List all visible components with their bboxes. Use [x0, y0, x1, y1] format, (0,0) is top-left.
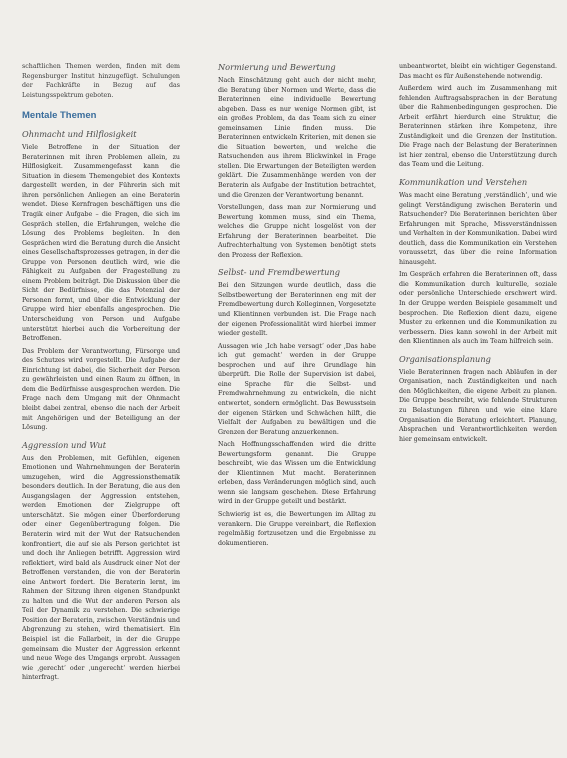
subheading-bewertung: Selbst- und Fremdbewertung — [218, 267, 340, 278]
section-title: Mentale Themen — [22, 110, 97, 122]
column-2 — [218, 62, 376, 551]
paragraph: Bei den Sitzungen wurde deutlich, dass die Selbstbewertung der Beraterinnen eng mit der Fremdbewertung durch Kolleginnen, Vorgesetzte und Klientinnen verbunden ist. Die Frage nach der eigenen Professionalität wird hierbei immer wieder gestellt. — [218, 282, 376, 338]
paragraph: Schwierig ist es, die Bewertungen im Alltag zu verankern. Die Gruppe vereinbart, die Reflexion regelmäßig fortzusetzen und die Ergebnisse zu dokumentieren. — [218, 510, 376, 547]
paragraph: Vorstellungen, dass man zur Normierung und Bewertung kommen muss, sind ein Thema, welches die Gruppe nicht losgelöst von der Erfahrung der Beraterinnen bearbeitet. Die Aufrechterhaltung von Systemen benötigt stets den Prozess der Reflexion. — [218, 204, 376, 259]
column-3 — [399, 62, 557, 447]
intro-paragraph: schaftlichen Themen werden, finden mit dem Regensburger Institut hinzugefügt. Schulungen der Fachkräfte in Bezug auf das Leistungsspektrum geboten. — [22, 63, 180, 99]
paragraph: Nach Hoffnungsschaffenden wird die dritte Bewertungsform genannt. Die Gruppe beschreibt, wie das Wissen um die Entwicklung der Klientinnen Mut macht. Beraterinnen erleben, dass Veränderungen möglich sind, auch wenn sie langsam geschehen. Diese Erfahrung wird in der Gruppe geteilt und bestärkt. — [218, 441, 376, 506]
subheading-normierung: Normierung und Bewertung — [218, 62, 336, 72]
paragraph: Aussagen wie ‚Ich habe versagt‘ oder ‚Das habe ich gut gemacht‘ werden in der Gruppe besprochen und auf ihre Grundlage hin überprüft. Die Rolle der Supervision ist dabei, eine Sprache für die Selbst- und Fremdwahrnehmung zu entwickeln, die nicht entwertet, sondern ermöglicht. Das Bewusstsein der eigenen Stärken und Schwächen hilft, die Vielfalt der Aufgaben zu bewältigen und die Grenzen der Beratung anzuerkennen. — [218, 342, 376, 436]
column-1 — [22, 62, 180, 686]
paragraph: Aus den Problemen, mit Gefühlen, eigenen Emotionen und Wahrnehmungen der Beraterin umzugehen, wird die Aggressionsthematik besonders deutlich. In der Beratung, die aus den Ausgangslagen der Aggression entstehen, werden Emotionen der Zielgruppe oft unterschätzt. Sie mögen einer Überforderung oder einer Gegenübertragung folgen. Die Beraterin wird mit der Wut der Ratsuchenden konfrontiert, die auf sie als Person gerichtet ist und doch ihr Anliegen betrifft. Aggression wird reflektiert, wird bald als Ausdruck einer Not der Betroffenen verstanden, die von der Beraterin eine Antwort fordert. Die Beraterin lernt, im Rahmen der Sitzung ihren eigenen Standpunkt zu halten und die Wut der anderen Person als Teil der Dynamik zu verstehen. Die schwierige Position der Beraterin, zwischen Verständnis und Abgrenzung zu stehen, wird thematisiert. Ein Beispiel ist die Fallarbeit, in der die Gruppe gemeinsam die Muster der Aggression erkennt und neue Wege des Umgangs erprobt. Aussagen wie ‚gerecht‘ oder ‚ungerecht‘ werden hierbei hinterfragt. — [22, 454, 180, 682]
subheading-ohnmacht: Ohnmacht und Hilflosigkeit — [22, 129, 137, 140]
paragraph: Das Problem der Verantwortung, Fürsorge und des Schutzes wird vorgestellt. Die Aufgabe der Einrichtung ist dabei, die Sicherheit der Person zu gewährleisten und einen Raum zu öffnen, in dem die Bedürfnisse ausgesprochen werden. Die Frage nach dem Umgang mit der Ohnmacht bleibt dabei zentral, ebenso die nach der Arbeit mit Angehörigen und der Beteiligung an der Lösung. — [22, 347, 180, 432]
paragraph: Im Gespräch erfahren die Beraterinnen oft, dass die Kommunikation durch kulturelle, soziale oder persönliche Unterschiede erschwert wird. In der Gruppe werden Beispiele gesammelt und besprochen. Die Reflexion dient dazu, eigene Muster zu erkennen und die Kommunikation zu verbessern. Dies kann sowohl in der Arbeit mit den Klientinnen als auch im Team hilfreich sein. — [399, 271, 557, 346]
paragraph: Was macht eine Beratung ‚verständlich‘, und wie gelingt Verständigung zwischen Beraterin und Ratsuchender? Die Beraterinnen berichten über Erfahrungen mit Sprache, Missverständnissen und Verhalten in der Kommunikation. Dabei wird deutlich, dass die Kommunikation ein Verstehen voraussetzt, das über die reine Information hinausgeht. — [399, 192, 557, 266]
paragraph: Viele Beraterinnen fragen nach Abläufen in der Organisation, nach Zuständigkeiten und nach den Möglichkeiten, die eigene Arbeit zu planen. Die Gruppe beschreibt, wie fehlende Strukturen zu Belastungen führen und wie eine klare Organisation die Beratung erleichtert. Planung, Absprachen und Verantwortlichkeiten werden hier gemeinsam entwickelt. — [399, 368, 557, 443]
paragraph: unbeantwortet, bleibt ein wichtiger Gegenstand. Das macht es für Außenstehende notwendig. — [399, 63, 557, 80]
subheading-organisation: Organisationsplanung — [399, 353, 491, 364]
subheading-kommunikation: Kommunikation und Verstehen — [399, 177, 528, 188]
subheading-aggression: Aggression und Wut — [22, 439, 107, 450]
paragraph: Außerdem wird auch im Zusammenhang mit fehlenden Auftragsabsprachen in der Beratung über die Rahmenbedingungen gesprochen. Die Arbeit erfährt hierdurch eine Struktur, die Beraterinnen stärken ihre Kompetenz, ihre Zuständigkeit und die Grenzen der Institution. Die Frage nach der Belastung der Beraterinnen ist hier zentral, ebenso die Unterstützung durch das Team und die Leitung. — [399, 85, 557, 169]
paragraph: Viele Betroffene in der Situation der Beraterinnen mit ihren Problemen allein, zu Hilflosigkeit. Zusammengefasst kann die Situation in diesem Themengebiet des Kontexts dargestellt werden, in der Führerin sich mit ihren persönlichen Anliegen an eine Beraterin wendet. Diese Kernfragen beschäftigen uns die Tragik einer Aufgabe – die Fragen, die sich im Gespräch stellen, die Erfahrungen, welche die Lösung des Problems begleiten. In den Gesprächen wird die Beratung durch die Ansicht eines Gesellschaftsprozesses getragen, in der die Gruppe von Personen deutlich wird, wie die Fähigkeit zu Aufgaben der Fragestellung zu einem Problem beiträgt. Die Diskussion über die Sicht der Bedürfnisse, die das Potenzial der Personen formt, und über die Entwicklung der Gruppe wird hier ebenfalls angesprochen. Die Unterscheidung von Person und Aufgabe unterstützt hierbei auch die Vorbereitung der Betroffenen. — [22, 144, 180, 343]
paragraph: Nach Einschätzung geht auch der nicht mehr, die Beratung über Normen und Werte, dass die Beraterinnen eine individuelle Bewertung abgeben. Dass es nur wenige Normen gibt, ist ein großes Problem, da das Team sich zu einer gemeinsamen Linie finden muss. Die Beraterinnen entwickeln Kriterien, mit denen sie die Situation bewerten, und welche die Ratsuchenden aus ihrem Blickwinkel in Frage stellen. Die Erwartungen der Beteiligten werden geklärt. Die Zusammenhänge werden von der Beraterin als Aufgabe der Institution betrachtet, und die Grenzen der Verantwortung benannt. — [218, 77, 376, 199]
